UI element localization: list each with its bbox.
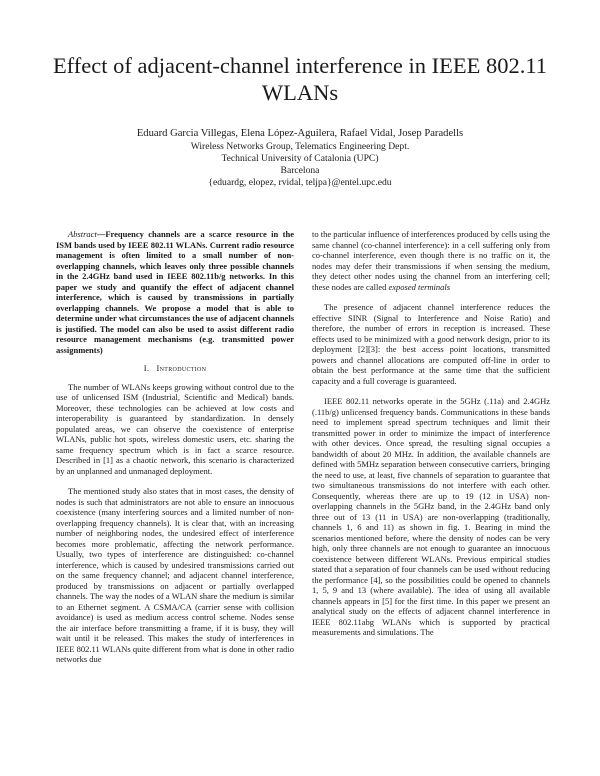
affiliation-emails: {eduardg, elopez, rvidal, teljpa}@entel.upc.edu [208,177,392,188]
left-column [56,229,294,665]
right-column [312,229,550,638]
intro-paragraph-3-text: to the particular influence of interferences produced by cells using the same channel (co-channel interference): in a cell suffering only from co-channel interference, even though there is no traffic on it, the nodes may defer their transmissions if when sensing the medium, they detect other nodes using the channel from an interfering cell; these nodes are called [312,229,550,292]
section-heading-introduction [56,363,294,374]
abstract [56,229,294,355]
affiliation-group: Wireless Networks Group, Telematics Engineering Dept. [190,141,410,152]
exposed-terminals-term: exposed terminals [388,281,451,292]
intro-paragraph-2: The mentioned study also states that in most cases, the density of nodes is such that administrators are not able to ensure an innocuous coexistence (many interfering sources and a limited number of non-overlapping frequency channels). It is clear that, with an increasing number of neighboring nodes, the undesired effect of interference becomes more problematic, affecting the network performance. Usually, two types of interference are distinguished: co-channel interference, which is caused by undesired transmissions carried out on the same frequency channel; and adjacent channel interference, produced by transmissions on adjacent or partially overlapped channels. The way the nodes of a WLAN share the medium is similar to an Ethernet segment. A CSMA/CA (carrier sense with collision avoidance) is used as medium access control scheme. Nodes sense the air interface before transmitting a frame, if it is busy, they will wait until it be released. This makes the study of interferences in IEEE 802.11 WLANs quite different from what is done in other radio networks due [56,486,294,664]
intro-paragraph-5: IEEE 802.11 networks operate in the 5GHz (.11a) and 2.4GHz (.11b/g) unlicensed frequency bands. Communications in these bands need to implement spread spectrum techniques and limit their transmitted power in order to minimize the impact of interference with other devices. Once spread, the resulting signal occupies a bandwidth of about 20 MHz. In addition, the available channels are defined with 5MHz separation between consecutive carriers, bringing the need to use, at least, five channels of separation to guarantee that two simultaneous transmissions do not interfere with each other. Consequently, whereas there are up to 19 (12 in USA) non-overlapping channels in the 5GHz band, in the 2.4GHz band only three out of 13 (11 in USA) are non-overlapping (traditionally, channels 1, 6 and 11) as shown in fig. 1. Bearing in mind the scenarios mentioned before, where the density of nodes can be very high, only three channels are not enough to guarantee an innocuous coexistence between different WLANs. Previous empirical studies stated that a separation of four channels can be used without reducing the performance [4], so the possibilities could be opened to channels 1, 5, 9 and 13 (where available). The idea of using all available channels appears in [5] for the first time. In this paper we present an analytical study on the effects of adjacent channel interference in IEEE 802.11abg WLANs which is supported by practical measurements and simulations. The [312,396,550,637]
author-list: Eduard Garcia Villegas, Elena López-Aguilera, Rafael Vidal, Josep Paradells [136,128,464,139]
abstract-text: —Frequency channels are a scarce resource in the ISM bands used by IEEE 802.11 WLANs. Current radio resource management is often limited to a small number of non-overlapping channels, which leaves only three possible channels in the 2.4GHz band used in IEEE 802.11b/g networks. In this paper we study and quantify the effect of adjacent channel interference, which is caused by transmissions in partially overlapping channels. We propose a model that is able to determine under what circumstances the use of adjacent channels is justified. The model can also be used to assist different radio resource management mechanisms (e.g. transmitted power assignments) [56,229,294,355]
affiliation-block [40,141,560,189]
paper-title: Effect of adjacent-channel interference in IEEE 802.11 WLANs [52,53,548,105]
abstract-lead: Abstract [68,229,97,239]
intro-paragraph-3 [312,229,550,292]
affiliation-city: Barcelona [280,165,320,176]
section-title: Introduction [156,363,207,373]
intro-paragraph-1: The number of WLANs keeps growing without control due to the use of unlicensed ISM (Industrial, Scientific and Medical) bands. Moreover, these technologies can be achieved at low costs and interoperability is guaranteed by standardization. In densely populated areas, we can observe the coexistence of enterprise WLANs, public hot spots, wireless domestic users, etc. sharing the same frequency spectrum which is in fact a scarce resource. Described in [1] as a chaotic network, this scenario is characterized by an unplanned and unmanaged deployment. [56,381,294,476]
affiliation-university: Technical University of Catalonia (UPC) [221,153,379,164]
section-number: I. [143,363,150,373]
intro-paragraph-4: The presence of adjacent channel interference reduces the effective SINR (Signal to Interference and Noise Ratio) and therefore, the number of errors in reception is increased. These effects used to be minimized with a good network design, prior to its deployment [2][3]: the best access point locations, transmitted powers and channel allocations are computed off-line in order to obtain the best performance at the same time that the sufficient capacity and a full coverage is guaranteed. [312,302,550,386]
